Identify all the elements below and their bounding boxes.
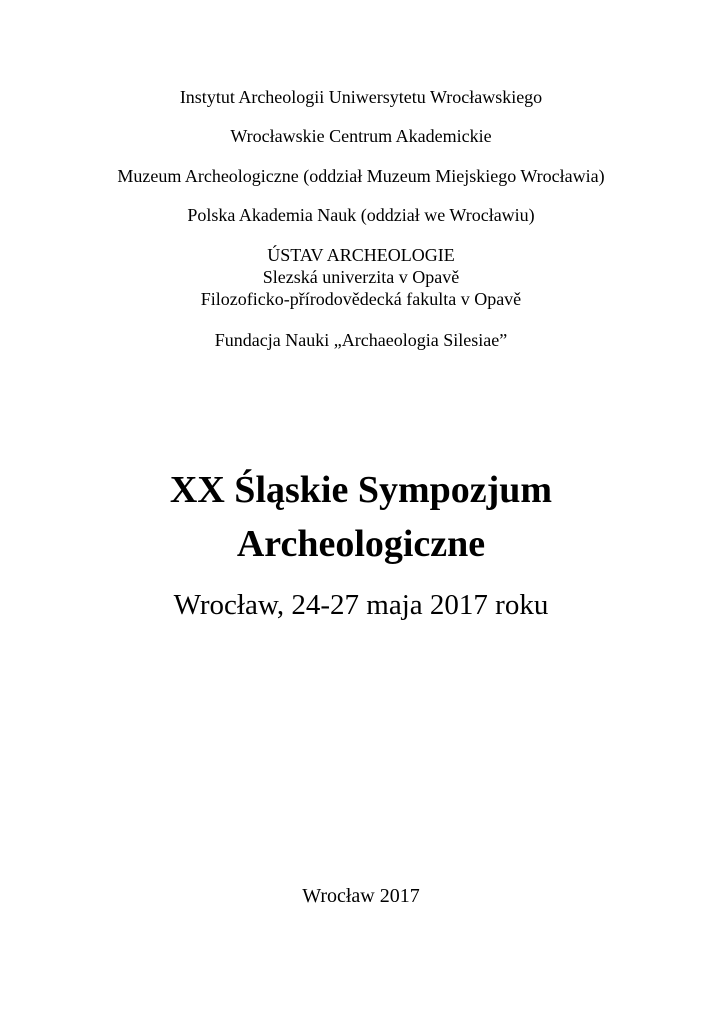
institution-line-2: Wrocławskie Centrum Akademickie: [230, 126, 492, 146]
institution-line-3: Muzeum Archeologiczne (oddział Muzeum Miejskiego Wrocławia): [117, 166, 605, 186]
foundation-line: Fundacja Nauki „Archaeologia Silesiae”: [214, 330, 508, 350]
publication-place-year: Wrocław 2017: [302, 885, 420, 907]
institution-line-1: Instytut Archeologii Uniwersytetu Wrocławskiego: [179, 87, 543, 107]
czech-faculty: Filozoficko-přírodovědecká fakulta v Opavě: [200, 289, 522, 309]
page-title-line-2: Archeologiczne: [236, 523, 486, 565]
event-date-place: Wrocław, 24-27 maja 2017 roku: [173, 589, 549, 621]
czech-university: Slezská univerzita v Opavě: [262, 267, 460, 287]
czech-institute-name: ÚSTAV ARCHEOLOGIE: [267, 245, 455, 265]
institution-line-4: Polska Akademia Nauk (oddział we Wrocławiu): [187, 205, 535, 225]
page-title-line-1: XX Śląskie Sympozjum: [169, 469, 553, 511]
